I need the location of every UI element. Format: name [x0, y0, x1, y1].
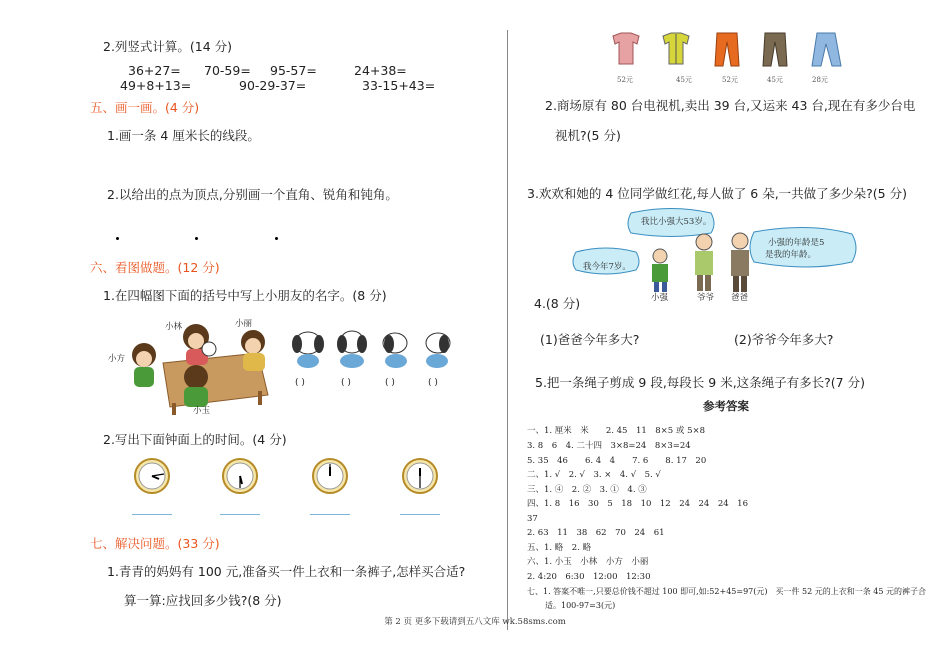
calc-7: 33-15+43=	[362, 78, 436, 93]
kid-label-fang: 小方	[108, 354, 126, 364]
name-grandpa: 爷爷	[697, 293, 715, 303]
bubble-dad-1: 小强的年龄是5	[768, 238, 825, 248]
answer-line-1: 一、1. 厘米 米 2. 45 11 8×5 或 5×8	[527, 426, 706, 436]
calc-5: 49+8+13=	[120, 78, 192, 93]
toy-view-1	[292, 332, 324, 368]
answer-line-2: 3. 8 6 4. 二十四 3×8=24 8×3=24	[527, 441, 691, 451]
answer-line-4: 二、1. √ 2. √ 3. × 4. √ 5. √	[527, 470, 661, 480]
kid-label-yu: 小玉	[193, 406, 211, 416]
price-5: 28元	[812, 76, 828, 84]
toy-view-4	[426, 333, 450, 368]
bubble-grandpa: 我比小强大53岁。	[641, 217, 712, 227]
sec7-q1b: 算一算:应找回多少钱?(8 分)	[124, 593, 282, 608]
answer-line-5: 三、1. ④ 2. ② 3. ① 4. ③	[527, 485, 647, 495]
calc-4: 24+38=	[354, 63, 407, 78]
answer-line-3: 5. 35 46 6. 4 4 7. 6 8. 17 20	[527, 456, 707, 466]
answer-line-9: 五、1. 略 2. 略	[527, 543, 592, 553]
section-6-title: 六、看图做题。(12 分)	[90, 260, 220, 275]
page-footer: 第 2 页 更多下载请到五八文库 wk.58sms.com	[384, 617, 566, 627]
r-q3: 3.欢欢和她的 4 位同学做红花,每人做了 6 朵,一共做了多少朵?(5 分)	[527, 186, 907, 201]
toy-views-illustration	[290, 328, 462, 370]
name-dad: 爸爸	[731, 293, 749, 303]
answer-line	[132, 514, 172, 515]
calc-1: 36+27=	[128, 63, 181, 78]
kids-table-illustration	[108, 315, 273, 420]
q2-title: 2.列竖式计算。(14 分)	[103, 39, 233, 54]
clock-icon	[221, 457, 259, 495]
clock-icon	[401, 457, 439, 495]
clock-icon	[311, 457, 349, 495]
r-q4: 4.(8 分)	[534, 296, 581, 311]
answer-line-12: 七、1. 答案不唯一,只要总价钱不超过 100 即可,如:52+45=97(元) 买一件 52 元的上衣和一条 45 元的裤子合	[527, 587, 927, 596]
column-divider	[507, 30, 508, 630]
bracket-2: ( )	[341, 378, 351, 388]
answer-line-7: 37	[527, 514, 538, 524]
answer-line-13: 适。100-97=3(元)	[545, 601, 616, 610]
bubble-xiaoqiang: 我今年7岁。	[583, 262, 631, 272]
sec5-q2: 2.以给出的点为顶点,分别画一个直角、锐角和钝角。	[107, 187, 398, 202]
bracket-4: ( )	[428, 378, 438, 388]
answer-line	[220, 514, 260, 515]
vertex-dot-1	[116, 237, 119, 240]
answers-title: 参考答案	[703, 399, 749, 413]
calc-6: 90-29-37=	[239, 78, 307, 93]
answer-line-8: 2. 63 11 38 62 70 24 61	[527, 528, 665, 538]
bubble-dad-2: 是我的年龄。	[765, 250, 817, 260]
price-2: 45元	[676, 76, 692, 84]
name-xiaoqiang: 小强	[651, 293, 669, 303]
r-q4-2: (2)爷爷今年多大?	[734, 332, 834, 347]
price-3: 52元	[722, 76, 738, 84]
answer-line	[310, 514, 350, 515]
vertex-dot-2	[195, 237, 198, 240]
kid-label-li: 小丽	[235, 319, 253, 329]
r-q2-line1: 2.商场原有 80 台电视机,卖出 39 台,又运来 43 台,现在有多少台电	[545, 98, 916, 113]
sec7-q1: 1.青青的妈妈有 100 元,准备买一件上衣和一条裤子,怎样买合适?	[107, 564, 466, 579]
bracket-3: ( )	[385, 378, 395, 388]
answer-line	[400, 514, 440, 515]
sec6-q2: 2.写出下面钟面上的时间。(4 分)	[103, 432, 287, 447]
price-1: 52元	[617, 76, 633, 84]
kid-label-lin: 小林	[165, 322, 183, 332]
calc-3: 95-57=	[270, 63, 317, 78]
answer-line-6: 四、1. 8 16 30 5 18 10 12 24 24 24 16	[527, 499, 748, 509]
bracket-1: ( )	[295, 378, 305, 388]
sec6-q1: 1.在四幅图下面的括号中写上小朋友的名字。(8 分)	[103, 288, 387, 303]
vertex-dot-3	[275, 237, 278, 240]
section-7-title: 七、解决问题。(33 分)	[90, 536, 220, 551]
r-q2-line2: 视机?(5 分)	[555, 128, 621, 143]
r-q4-1: (1)爸爸今年多大?	[540, 332, 640, 347]
toy-view-3	[383, 333, 407, 368]
r-q5: 5.把一条绳子剪成 9 段,每段长 9 米,这条绳子有多长?(7 分)	[535, 375, 865, 390]
clock-icon	[133, 457, 171, 495]
section-5-title: 五、画一画。(4 分)	[90, 100, 200, 115]
sec5-q1: 1.画一条 4 厘米长的线段。	[107, 128, 260, 143]
calc-2: 70-59=	[204, 63, 251, 78]
answer-line-11: 2. 4:20 6:30 12:00 12:30	[527, 572, 651, 582]
price-4: 45元	[767, 76, 783, 84]
clothes-illustration	[605, 30, 845, 72]
answer-line-10: 六、1. 小玉 小林 小方 小丽	[527, 557, 649, 567]
toy-view-2	[337, 331, 367, 368]
